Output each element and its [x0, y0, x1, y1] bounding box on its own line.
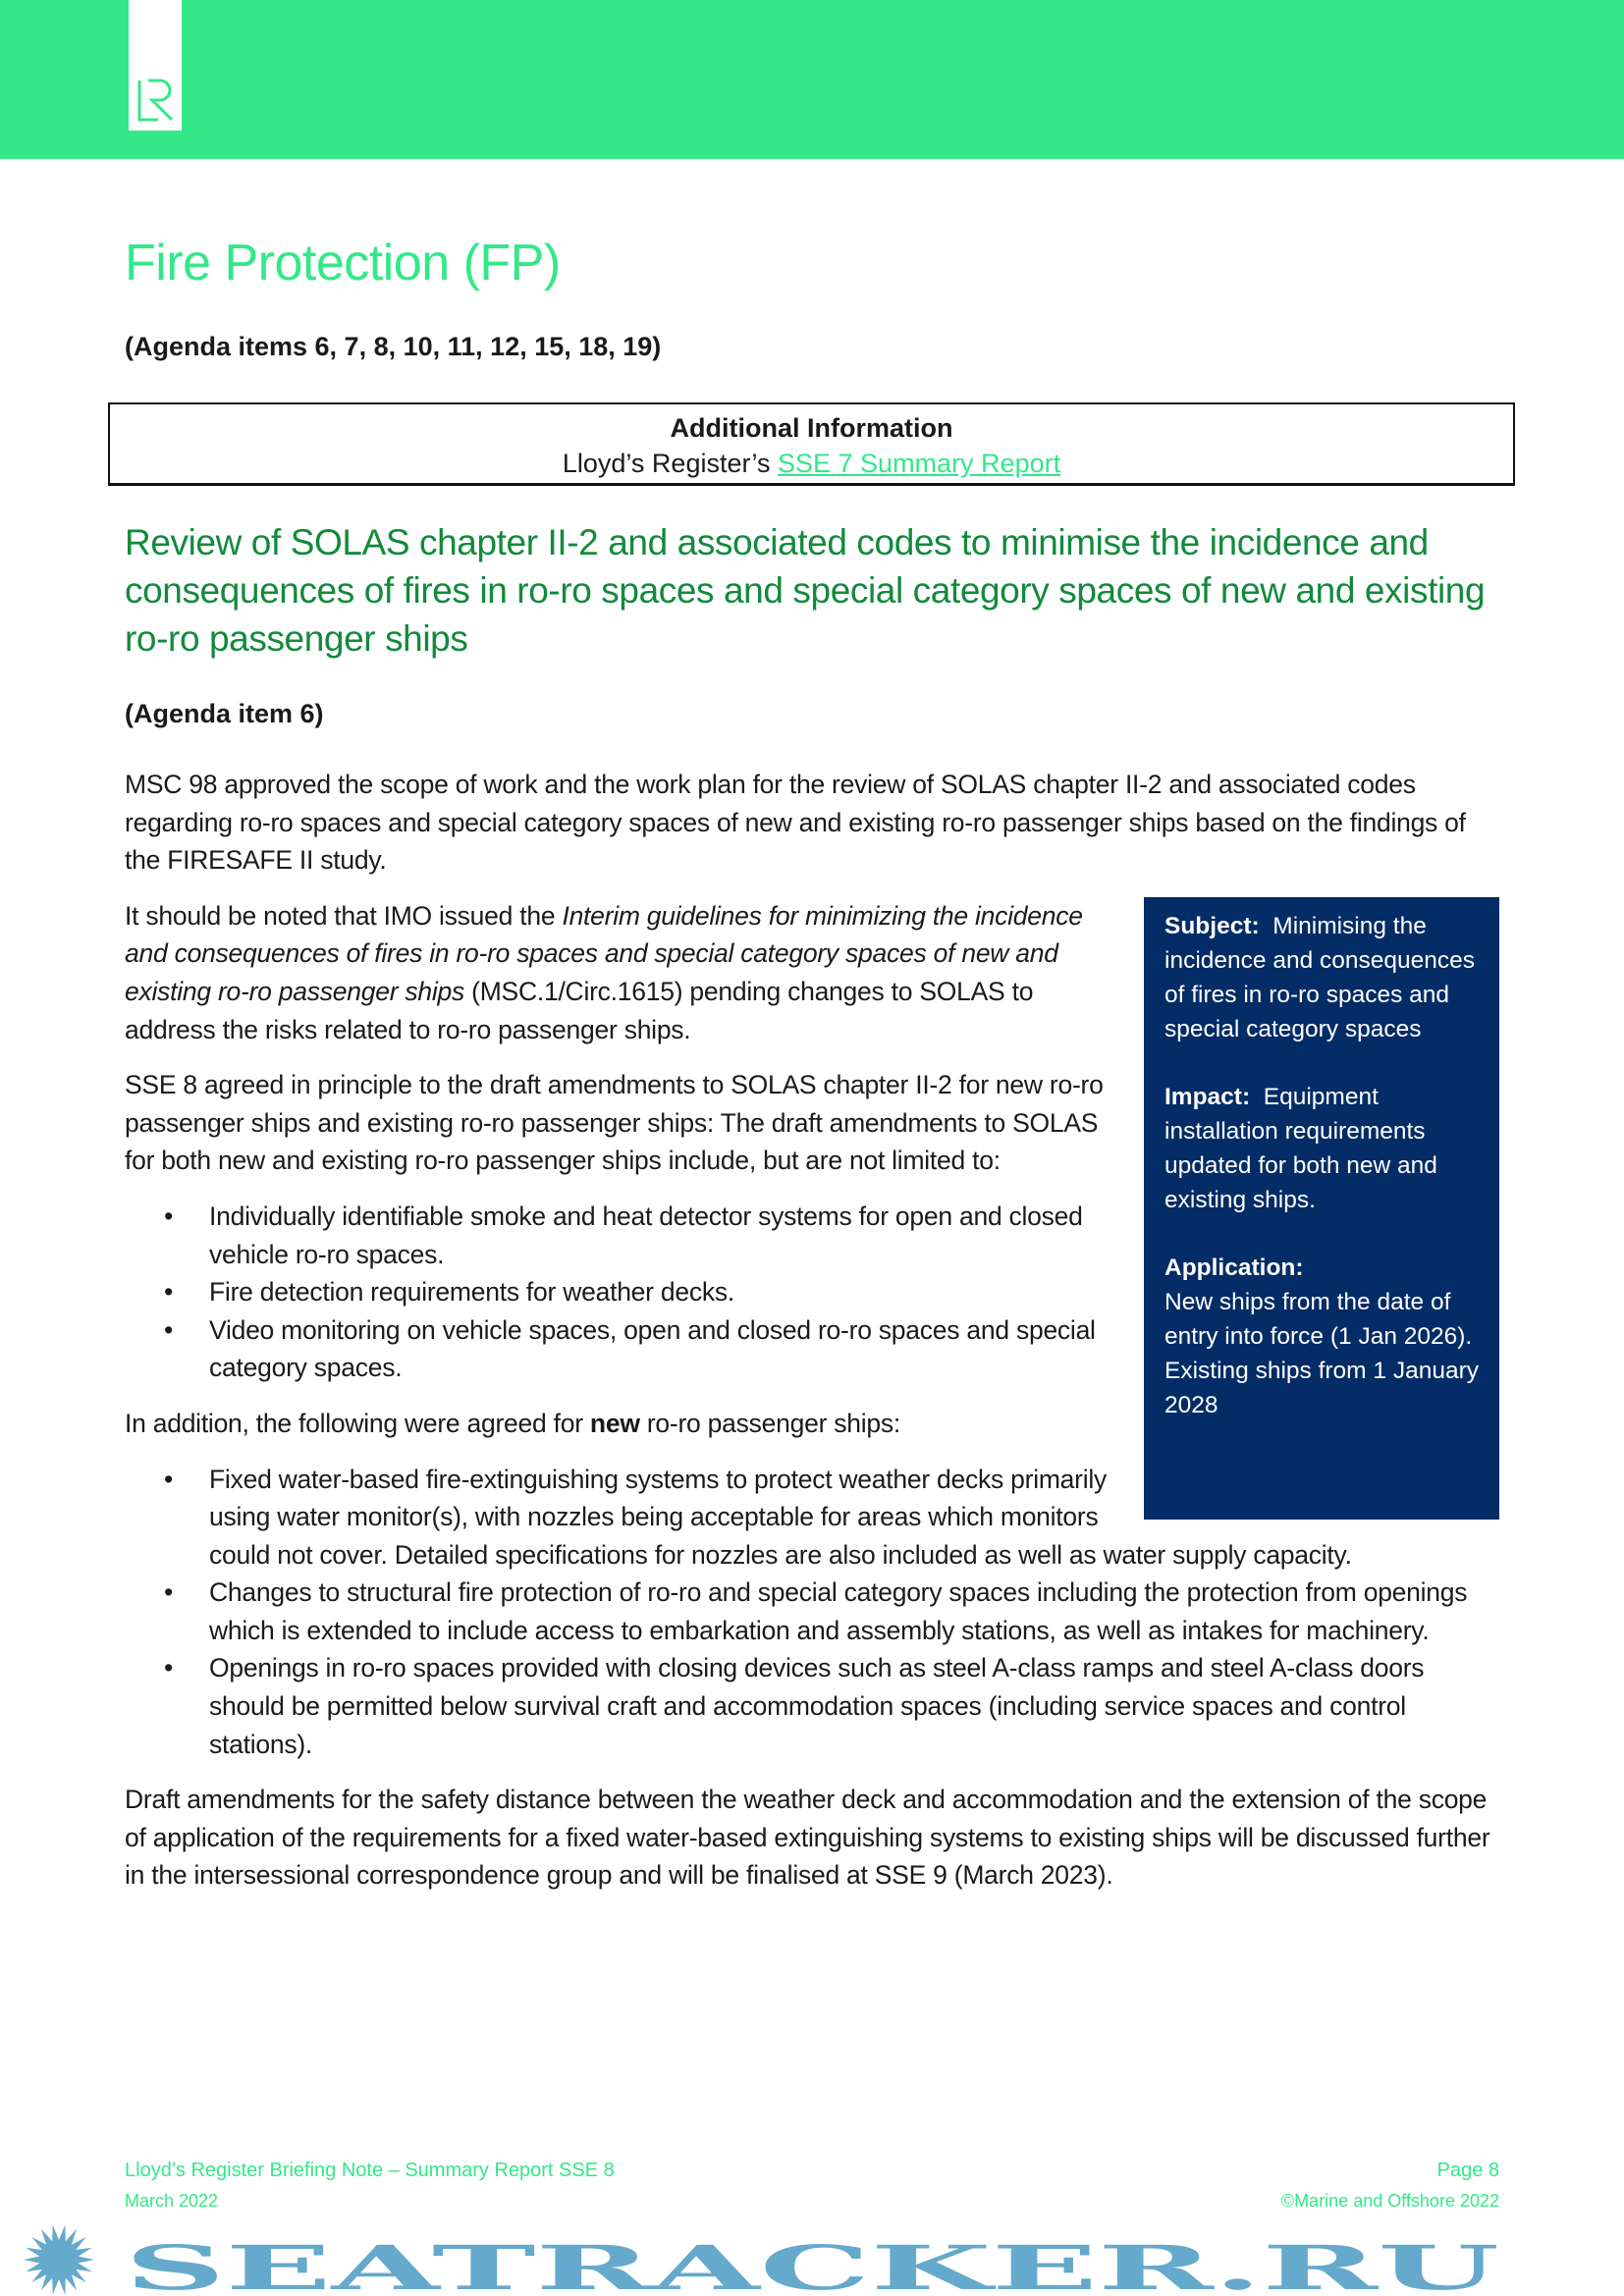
paragraph-2: It should be noted that IMO issued the Interim guidelines for minimizing the incidence and consequences of fires in ro-ro spaces and special category spaces of new and existing ro-ro passenger ships (MSC.1/Circ.1615) pending changes to SOLAS to address the risks related to ro-ro passenger ships. [125, 900, 1083, 1044]
lr-logo [129, 0, 182, 131]
lr-logo-icon [136, 79, 176, 124]
sunburst-icon [24, 2225, 94, 2295]
list-item: • Changes to structural fire protection of ro-ro and special category spaces including the protection from openings which is extended to include access to embarkation and assembly stations, as well as intakes for machinery. [125, 1574, 1499, 1649]
list-item: • Video monitoring on vehicle spaces, open and closed ro-ro spaces and special category spaces. [125, 1311, 1499, 1387]
footer-page: Page 8 [1436, 2160, 1499, 2181]
info-box-prefix: Lloyd’s Register’s [562, 449, 778, 478]
section-heading: Review of SOLAS chapter II-2 and associated codes to minimise the incidence and consequences of fires in ro-ro spaces and special category spaces of new and existing ro-ro passenger ships [125, 522, 1486, 659]
list-item: • Fixed water-based fire-extinguishing systems to protect weather decks primarily using water monitor(s), with nozzles being acceptable for areas which monitors could not cover. Detailed specifications for nozzles are also included as well as water supply capacity. [125, 1461, 1499, 1575]
header-band [0, 0, 1624, 159]
paragraph-1: MSC 98 approved the scope of work and the work plan for the review of SOLAS chapter II-2 and associated codes regarding ro-ro spaces and special category spaces of new and existing ro-ro passenger ships based on the findings of the FIRESAFE II study. [125, 770, 1466, 876]
page-title: Fire Protection (FP) [125, 235, 561, 292]
footer-doc-title: Lloyd’s Register Briefing Note – Summary Report SSE 8 [125, 2160, 615, 2181]
additional-info-box [108, 402, 1515, 486]
bullet-list-1 [125, 1198, 1499, 1387]
section-body [125, 766, 1499, 1912]
list-item: • Fire detection requirements for weather decks. [125, 1273, 1499, 1311]
sse7-report-link[interactable]: SSE 7 Summary Report [778, 449, 1061, 478]
paragraph-5: Draft amendments for the safety distance between the weather deck and accommodation and the extension of the scope of application of the requirements for a fixed water-based extinguishing systems to existing ships will be discussed further in the intersessional correspondence group and will be finalised at SSE 9 (March 2023). [125, 1785, 1490, 1891]
paragraph-3: SSE 8 agreed in principle to the draft amendments to SOLAS chapter II-2 for new ro-ro passenger ships and existing ro-ro passenger ships: The draft amendments to SOLAS for both new and existing ro-ro passenger ships include, but are not limited to: [125, 1070, 1104, 1176]
sidebar-application: Application: New ships from the date of entry into force (1 Jan 2026). Existing ships from 1 January 2028 [1164, 1254, 1479, 1418]
list-item: • Individually identifiable smoke and heat detector systems for open and closed vehicle ro-ro spaces. [125, 1198, 1499, 1273]
section-agenda: (Agenda item 6) [125, 699, 324, 728]
info-box-heading: Additional Information [670, 413, 953, 443]
footer-copyright: ©Marine and Offshore 2022 [1280, 2191, 1499, 2211]
list-item: • Openings in ro-ro spaces provided with closing devices such as steel A-class ramps and steel A-class doors should be permitted below survival craft and accommodation spaces (including service spaces and control stations). [125, 1649, 1499, 1763]
watermark-text: SEATRACKER.RU [125, 2232, 1499, 2296]
watermark [0, 2224, 1624, 2296]
bullet-list-2 [125, 1461, 1499, 1764]
sidebar-impact: Impact: Equipment installation requirements updated for both new and existing ships. [1164, 1083, 1437, 1213]
agenda-items: (Agenda items 6, 7, 8, 10, 11, 12, 15, 18, 19) [125, 332, 662, 361]
footer-date: March 2022 [125, 2191, 219, 2211]
sidebar-subject: Subject: Minimising the incidence and consequences of fires in ro-ro spaces and special category spaces [1164, 912, 1476, 1042]
paragraph-4: In addition, the following were agreed for new ro-ro passenger ships: [125, 1408, 900, 1438]
